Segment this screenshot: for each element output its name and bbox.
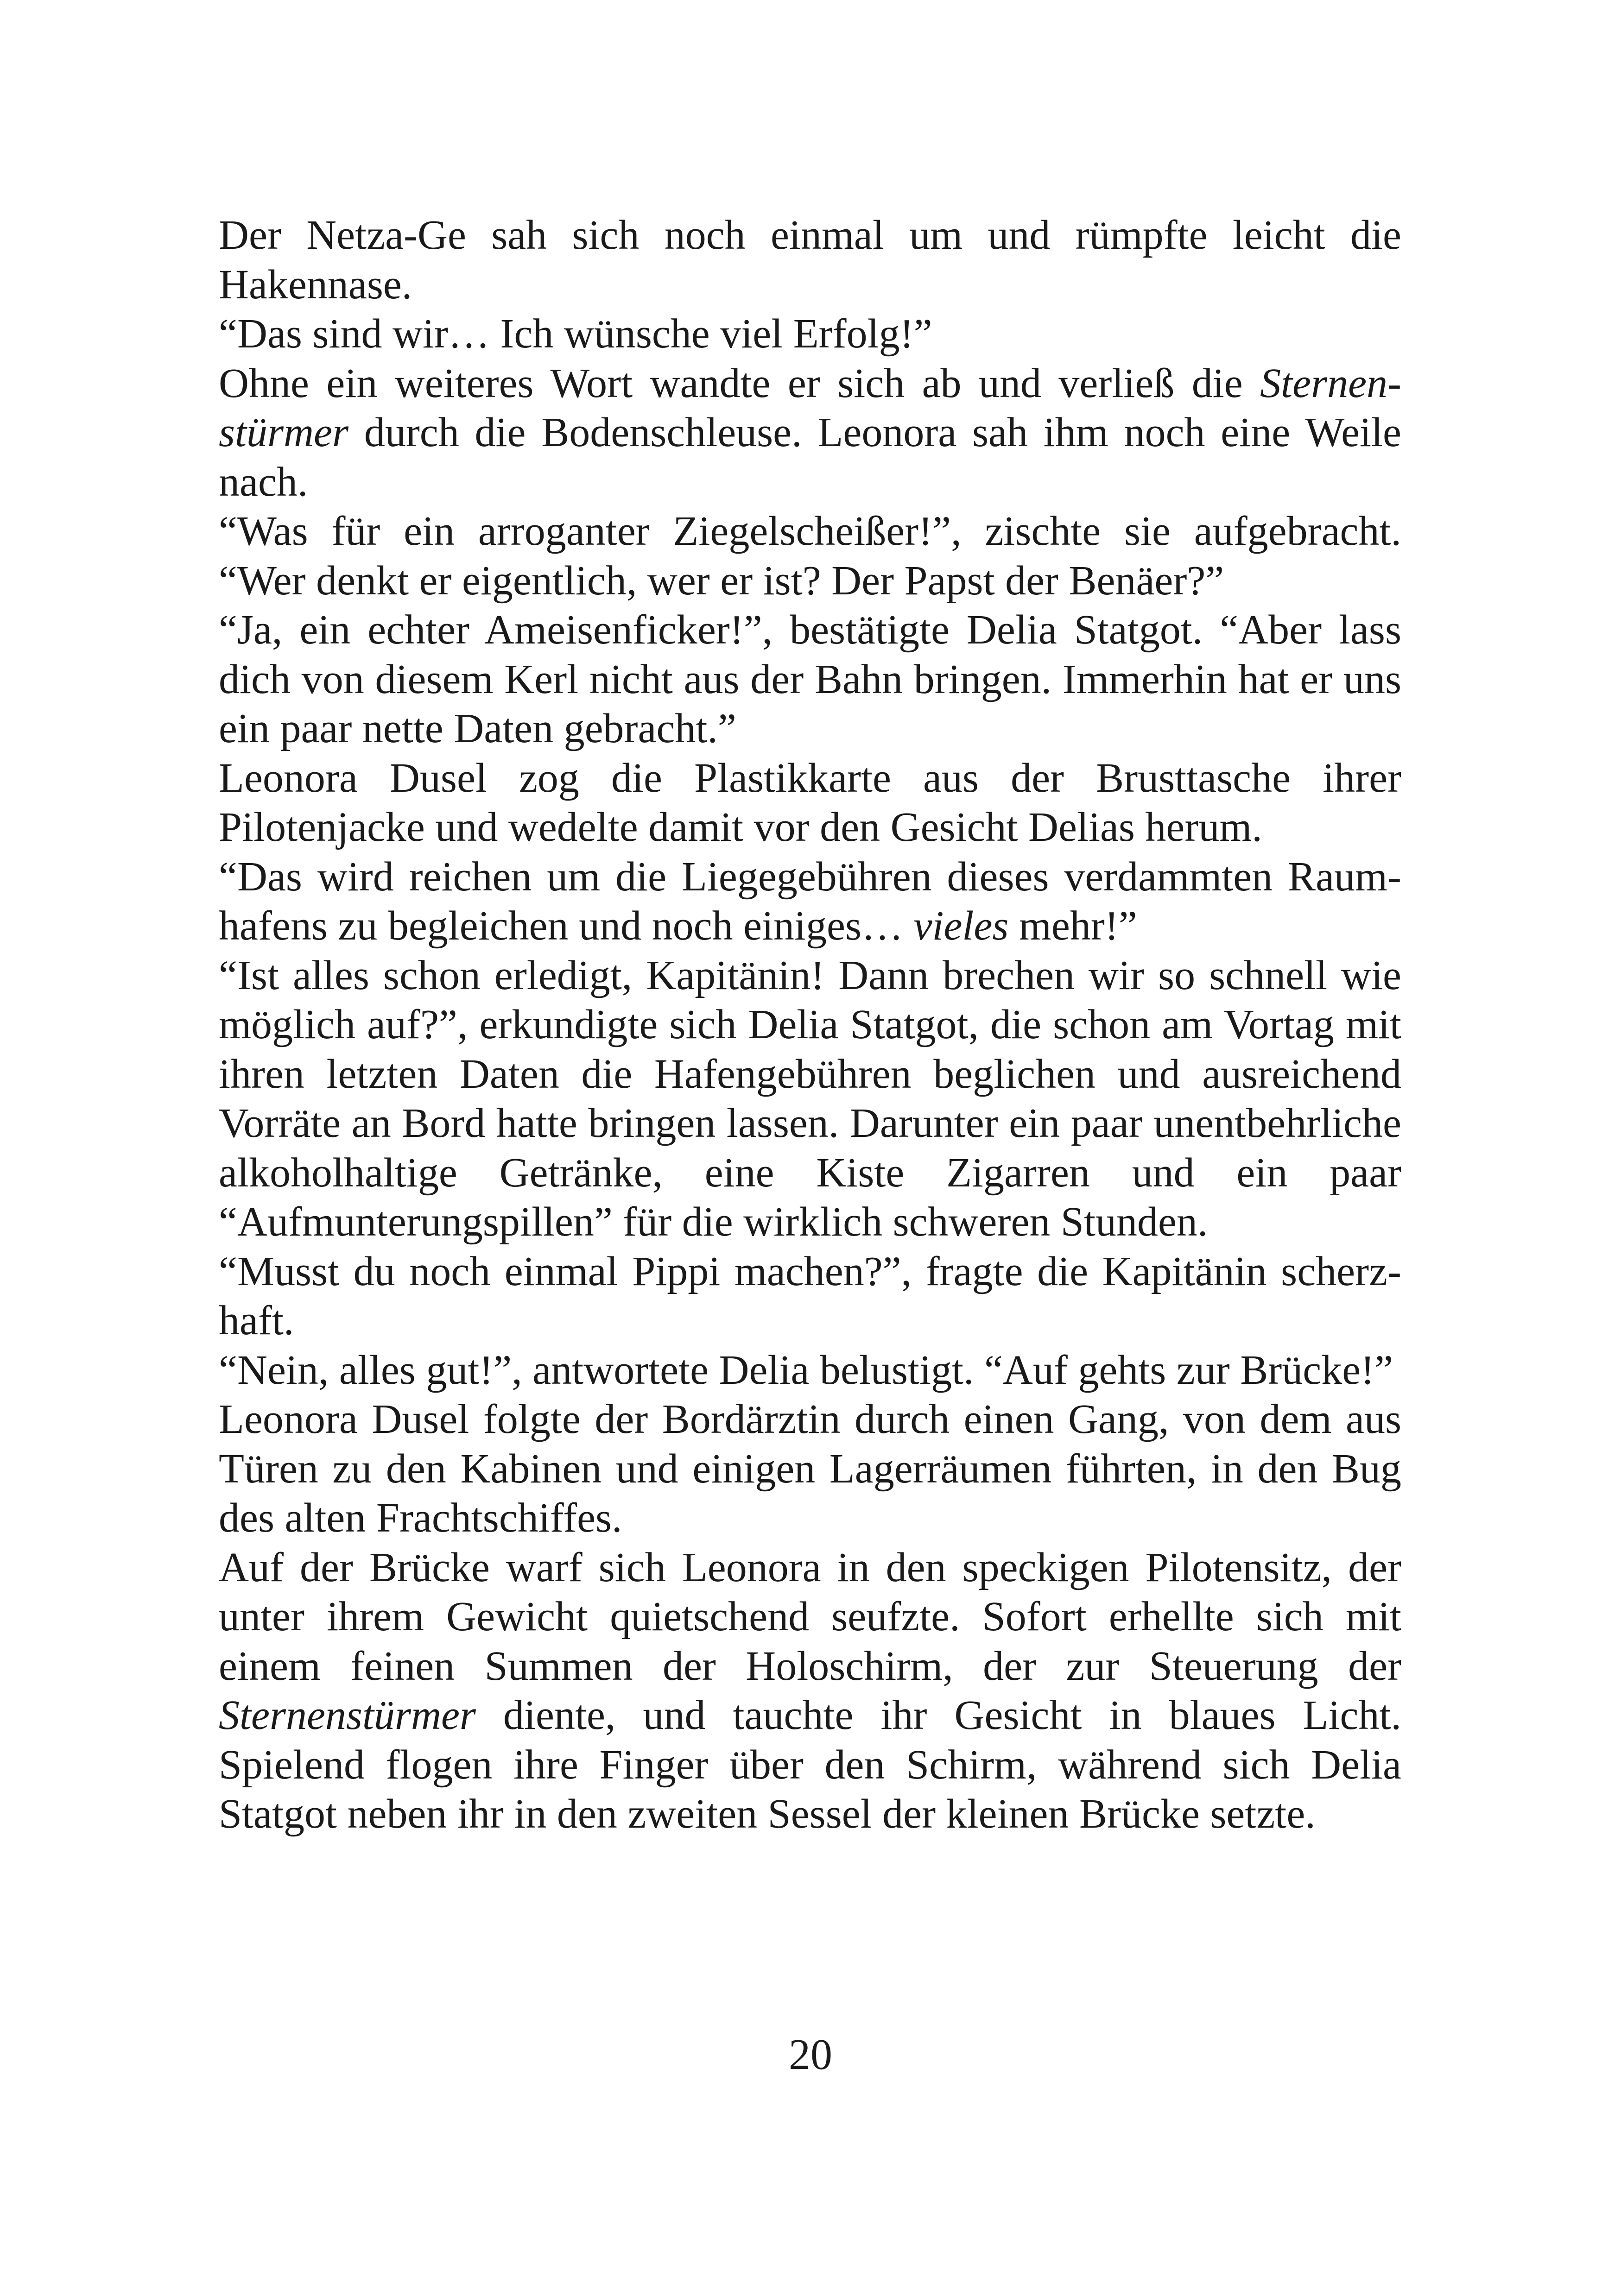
text-run: “Das wird reichen um die Liegegebühren dieses verdammten Raumhafens zu begleichen und noch einiges… xyxy=(219,853,1401,949)
text-run: “Musst du noch einmal Pippi machen?”, fragte die Kapitänin scherzhaft. xyxy=(219,1248,1401,1344)
text-run: “Ist alles schon erledigt, Kapitänin! Dann brechen wir so schnell wie möglich auf?”, erkundigte sich Delia Statgot, die schon am Vortag mit ihren letzten Daten die Hafengebühren beglichen und ausreichend Vorräte an Bord hatte bringen lassen. Darunter ein paar unentbehrliche alkoholhaltige Getränke, eine Kiste Zigarren und ein paar “Aufmunterungspillen” für die wirklich schweren Stunden. xyxy=(219,952,1401,1245)
paragraph xyxy=(219,754,1401,852)
text-run: Auf der Brücke warf sich Leonora in den speckigen Pilotensitz, der unter ihrem Gewicht quietschend seufzte. Sofort erhellte sich mit einem feinen Summen der Holoschirm, der zur Steuerung der xyxy=(219,1544,1401,1689)
text-run: “Was für ein arroganter Ziegelscheißer!”, zischte sie aufgebracht. “Wer denkt er eigentlich, wer er ist? Der Papst der Benäer?” xyxy=(219,508,1401,604)
italic-text: Sternenstürmer xyxy=(219,360,1401,455)
page-number: 20 xyxy=(789,2031,832,2079)
paragraph xyxy=(219,1247,1401,1346)
paragraph xyxy=(219,309,1401,359)
text-run: Der Netza-Ge sah sich noch einmal um und rümpfte leicht die Hakennase. xyxy=(219,212,1401,308)
paragraph xyxy=(219,211,1401,309)
paragraph xyxy=(219,852,1401,951)
text-run: Leonora Dusel zog die Plastikkarte aus der Brusttasche ihrer Pilotenjacke und wedelte damit vor den Gesicht Delias herum. xyxy=(219,755,1401,850)
paragraph xyxy=(219,1543,1401,1839)
text-run: Ohne ein weiteres Wort wandte er sich ab und verließ die xyxy=(219,360,1260,406)
italic-text: Sternenstürmer xyxy=(219,1692,476,1738)
italic-text: vieles xyxy=(913,903,1009,949)
text-run: diente, und tauchte ihr Gesicht in blaues Licht. Spielend flogen ihre Finger über den Schirm, während sich Delia Statgot neben ihr in den zweiten Sessel der kleinen Brücke setzte. xyxy=(219,1692,1401,1837)
text-run: “Das sind wir… Ich wünsche viel Erfolg!” xyxy=(219,311,932,357)
paragraph xyxy=(219,951,1401,1247)
text-run: mehr!” xyxy=(1008,903,1137,949)
paragraph xyxy=(219,1395,1401,1543)
paragraph xyxy=(219,606,1401,754)
paragraph xyxy=(219,1346,1401,1395)
body-text xyxy=(219,211,1401,1839)
text-run: durch die Bodenschleuse. Leonora sah ihm noch eine Weile nach. xyxy=(219,410,1401,505)
text-run: “Ja, ein echter Ameisenficker!”, bestätigte Delia Statgot. “Aber lass dich von diesem Kerl nicht aus der Bahn bringen. Immerhin hat er uns ein paar nette Daten gebracht.” xyxy=(219,607,1401,751)
paragraph xyxy=(219,507,1401,606)
text-run: Leonora Dusel folgte der Bordärztin durch einen Gang, von dem aus Türen zu den Kabinen und einigen Lagerräumen führten, in den Bug des alten Frachtschiffes. xyxy=(219,1396,1401,1541)
text-run: “Nein, alles gut!”, antwortete Delia belustigt. “Auf gehts zur Brücke!” xyxy=(219,1347,1393,1393)
paragraph xyxy=(219,359,1401,507)
